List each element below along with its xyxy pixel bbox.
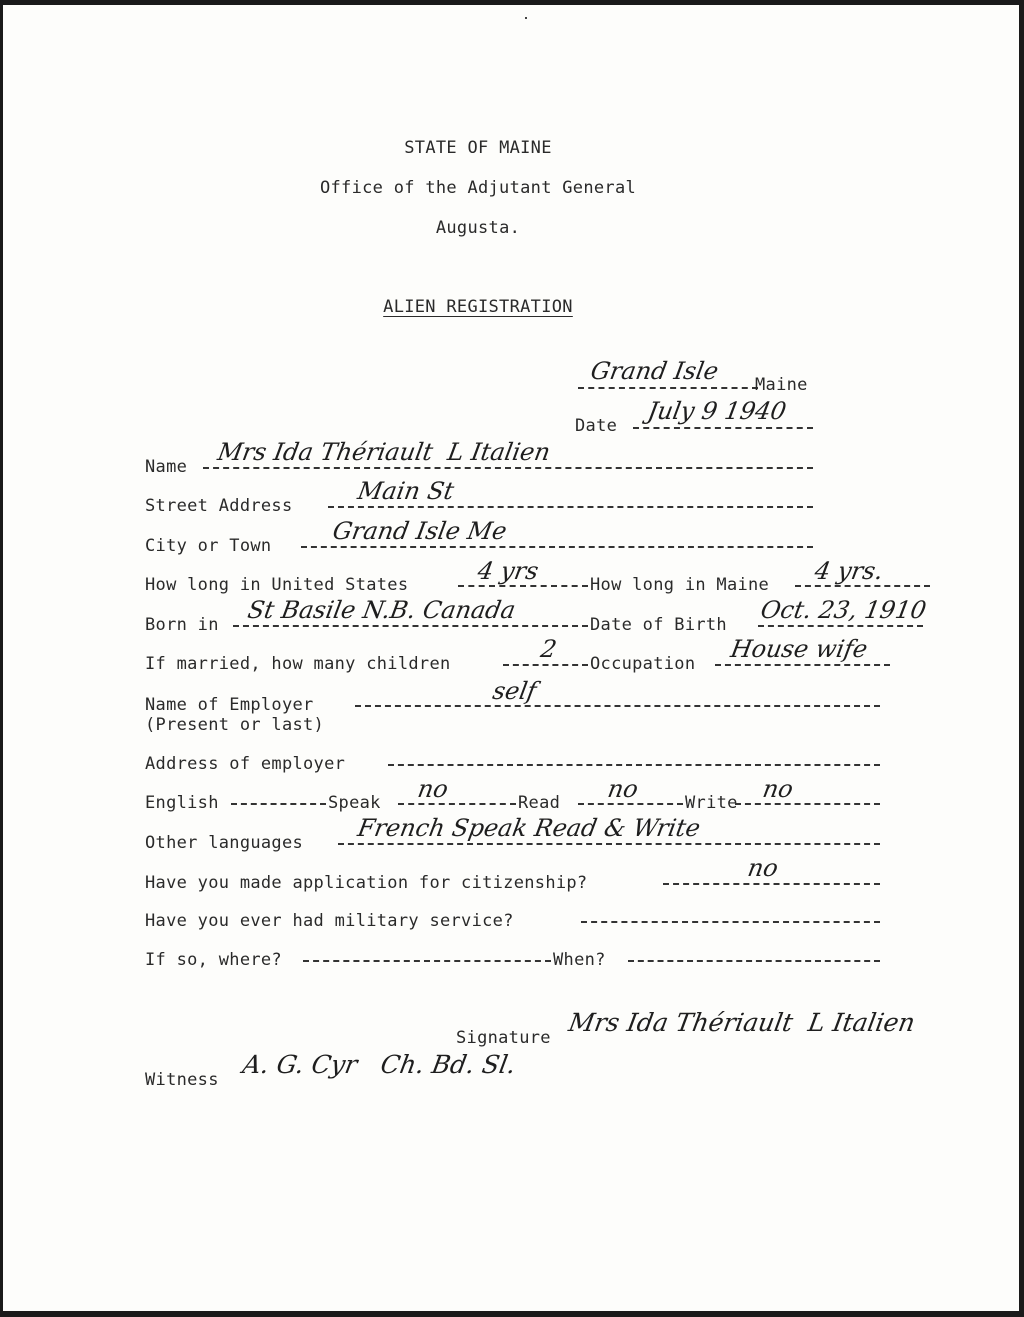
employer-address-label: Address of employer xyxy=(145,754,346,774)
street-label: Street Address xyxy=(145,496,293,516)
english-label: English xyxy=(145,793,219,813)
other-languages-value: French Speak Read & Write xyxy=(355,814,703,842)
where-line xyxy=(303,960,551,962)
employer-sublabel: (Present or last) xyxy=(145,715,325,735)
city-heading: Augusta. xyxy=(435,218,521,238)
maine-years-value: 4 yrs. xyxy=(812,557,886,585)
witness-handwritten: A. G. Cyr Ch. Bd. Sl. xyxy=(240,1050,518,1079)
occupation-value: House wife xyxy=(728,635,870,663)
place-line xyxy=(578,387,758,389)
citizenship-line xyxy=(663,883,880,885)
date-handwritten: July 9 1940 xyxy=(645,397,789,425)
city-value: Grand Isle Me xyxy=(330,517,509,545)
military-line xyxy=(581,921,880,923)
form-title: ALIEN REGISTRATION xyxy=(383,297,573,317)
speak-label: Speak xyxy=(328,793,381,813)
other-languages-line xyxy=(338,843,880,845)
us-years-value: 4 yrs xyxy=(475,557,541,585)
write-label: Write xyxy=(685,793,738,813)
other-languages-label: Other languages xyxy=(145,833,304,853)
read-label: Read xyxy=(518,793,561,813)
office-heading: Office of the Adjutant General xyxy=(319,178,637,198)
employer-label: Name of Employer xyxy=(145,695,314,715)
speak-value: no xyxy=(415,775,451,803)
read-line xyxy=(578,803,683,805)
employer-address-line xyxy=(388,764,880,766)
witness-label: Witness xyxy=(145,1070,219,1090)
children-line xyxy=(503,664,588,666)
street-line xyxy=(328,506,813,508)
children-value: 2 xyxy=(538,635,559,663)
dob-value: Oct. 23, 1910 xyxy=(758,596,929,624)
date-label: Date xyxy=(575,416,618,436)
place-suffix: Maine xyxy=(755,375,808,395)
state-heading: STATE OF MAINE xyxy=(404,138,552,158)
name-line xyxy=(203,467,813,469)
read-value: no xyxy=(605,775,641,803)
speak-line xyxy=(398,803,516,805)
name-label: Name xyxy=(145,457,188,477)
signature-handwritten: Mrs Ida Thériault L Italien xyxy=(566,1008,918,1037)
citizenship-value: no xyxy=(745,854,781,882)
born-label: Born in xyxy=(145,615,219,635)
employer-value: self xyxy=(490,677,539,705)
citizenship-label: Have you made application for citizenship? xyxy=(145,873,588,893)
place-handwritten: Grand Isle xyxy=(588,357,721,385)
street-value: Main St xyxy=(355,477,457,505)
us-years-line xyxy=(458,585,588,587)
employer-line xyxy=(355,705,880,707)
signature-label: Signature xyxy=(456,1028,551,1048)
name-value: Mrs Ida Thériault L Italien xyxy=(215,438,553,466)
dob-line xyxy=(758,625,923,627)
dob-label: Date of Birth xyxy=(590,615,727,635)
write-value: no xyxy=(760,775,796,803)
occupation-label: Occupation xyxy=(590,654,696,674)
write-line xyxy=(735,803,880,805)
english-line xyxy=(231,803,326,805)
when-label: When? xyxy=(553,950,606,970)
born-value: St Basile N.B. Canada xyxy=(245,596,518,624)
children-label: If married, how many children xyxy=(145,654,451,674)
speck-mark xyxy=(525,17,527,19)
when-line xyxy=(628,960,880,962)
maine-years-line xyxy=(795,585,930,587)
military-label: Have you ever had military service? xyxy=(145,911,514,931)
city-label: City or Town xyxy=(145,536,272,556)
occupation-line xyxy=(715,664,890,666)
city-line xyxy=(301,546,813,548)
where-label: If so, where? xyxy=(145,950,282,970)
date-line xyxy=(633,427,813,429)
registration-form-page xyxy=(3,5,1019,1311)
us-years-label: How long in United States xyxy=(145,575,409,595)
maine-years-label: How long in Maine xyxy=(590,575,770,595)
born-line xyxy=(233,625,588,627)
